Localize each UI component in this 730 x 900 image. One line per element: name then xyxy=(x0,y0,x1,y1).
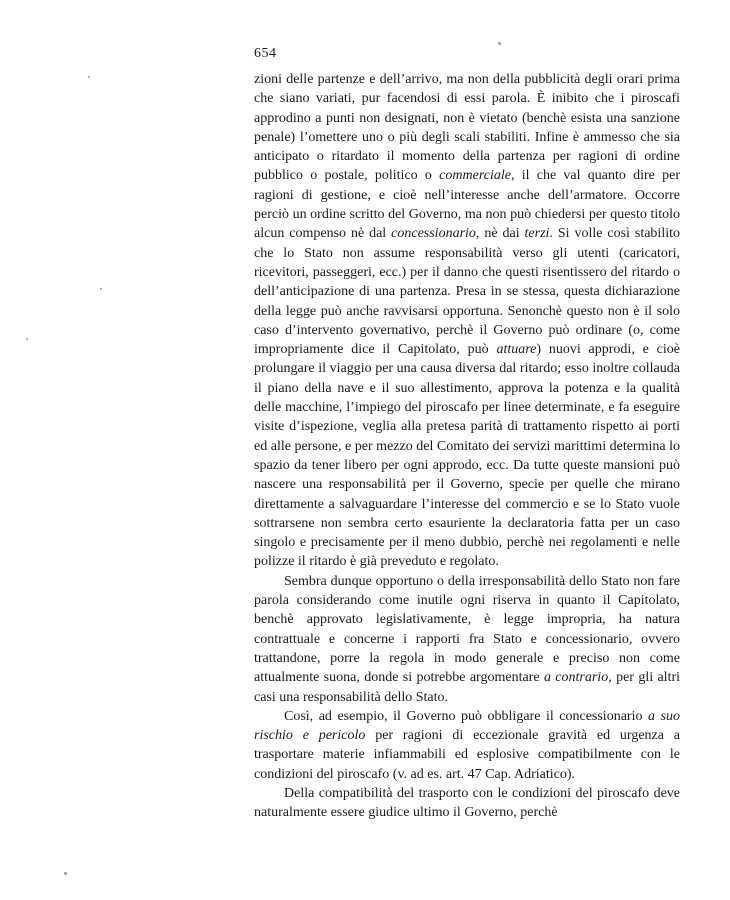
paragraph-4 xyxy=(254,784,680,823)
scan-speck xyxy=(88,76,90,78)
scan-speck xyxy=(100,288,102,290)
text-run: per gli altri casi una responsabilità dello Stato. xyxy=(254,670,681,705)
italic-term: a contrario, xyxy=(543,670,612,686)
italic-term: a suo rischio e pericolo xyxy=(254,708,681,744)
text-run: per ragioni di eccezionale gravità ed urgenza a trasportare materie infiammabili ed esplosive compatibilmente con le condizioni del piroscafo (v. ad es. art. 47 Cap. Adriatico). xyxy=(254,728,681,782)
paragraph-1 xyxy=(254,70,680,572)
italic-term: commerciale xyxy=(439,168,511,184)
text-run: ) nuovi approdi, e cioè prolungare il viaggio per una causa diversa dal ritardo; esso inoltre collauda il piano della nave e il suo allestimento, approva la potenza e la qualità delle macchine, l’impiego del piroscafo per linee determinate, e fa eseguire visite d’ispezione, veglia alla pretesa parità di trattamento rispetto ai porti ed alle persone, e per mezzo del Comitato dei servizi marittimi determina lo spazio da tener libero per ogni approdo, ecc. Da tutte queste mansioni può nascere una responsabilità per il Governo, specie per quelle che mirano direttamente a salvaguardare l’interesse del commercio e se lo Stato vuole sottrarsene non sembra certo esauriente la declaratoria fatta per un caso singolo e precisamente per il meno dubbio, perchè nei regolamenti e nelle polizze il ritardo è già preveduto e regolato. xyxy=(254,342,680,570)
text-run: Della compatibilità del trasporto con le condizioni del piroscafo deve naturalmente essere giudice ultimo il Governo, perchè xyxy=(254,785,680,821)
paragraph-2 xyxy=(254,572,680,707)
body-text xyxy=(254,70,680,823)
paragraph-3 xyxy=(254,707,680,784)
text-run: Sembra dunque opportuno o della irresponsabilità dello Stato non fare parola considerando come inutile ogni riserva in quanto il Capitolato, benchè approvato legislativamente, è legge impropria, ha natura contrattuale e concerne i rapporti fra Stato e concessionario, ovvero trattandone, porre la regola in modo generale e preciso non come attualmente suona, donde si potrebbe argomentare xyxy=(254,573,680,686)
italic-term: attuare xyxy=(496,342,537,358)
page-number: 654 xyxy=(254,46,277,61)
scan-speck xyxy=(64,872,67,875)
text-run: . Si volle così stabilito che lo Stato non assume responsabilità verso gli utenti (caricatori, ricevitori, passeggeri, ecc.) per il danno che questi risentissero del ritardo o dell’anticipazione di una partenza. Presa in se stessa, questa dichiarazione della legge può anche ravvisarsi opportuna. Senonchè questo non è il solo caso d’intervento governativo, perchè il Governo può ordinare (o, come impropriamente dice il Capitolato, può xyxy=(254,226,680,358)
italic-term: terzi xyxy=(524,226,550,242)
text-run: zioni delle partenze e dell’arrivo, ma non della pubblicità degli orari prima che siano variati, pur facendosi di essi parola. È inibito che i piroscafi approdino a punti non designati, non è vietato (benchè esista una sanzione penale) l’omettere uno o più degli scali stabiliti. Infine è ammesso che sia anticipato o ritardato il momento della partenza per ragioni di ordine pubblico o postale, politico o xyxy=(254,72,680,184)
italic-term: concessionario xyxy=(391,226,476,242)
scan-speck xyxy=(26,338,28,340)
scan-speck xyxy=(498,42,501,45)
text-run: , il che val quanto dire per ragioni di gestione, e cioè nell’interesse anche dell’armatore. Occorre perciò un ordine scritto del Governo, ma non può chiedersi per questo titolo alcun compenso nè dal xyxy=(254,168,681,242)
text-run: Così, ad esempio, il Governo può obbligare il concessionario xyxy=(284,708,649,724)
text-run: , nè dai xyxy=(475,226,525,242)
